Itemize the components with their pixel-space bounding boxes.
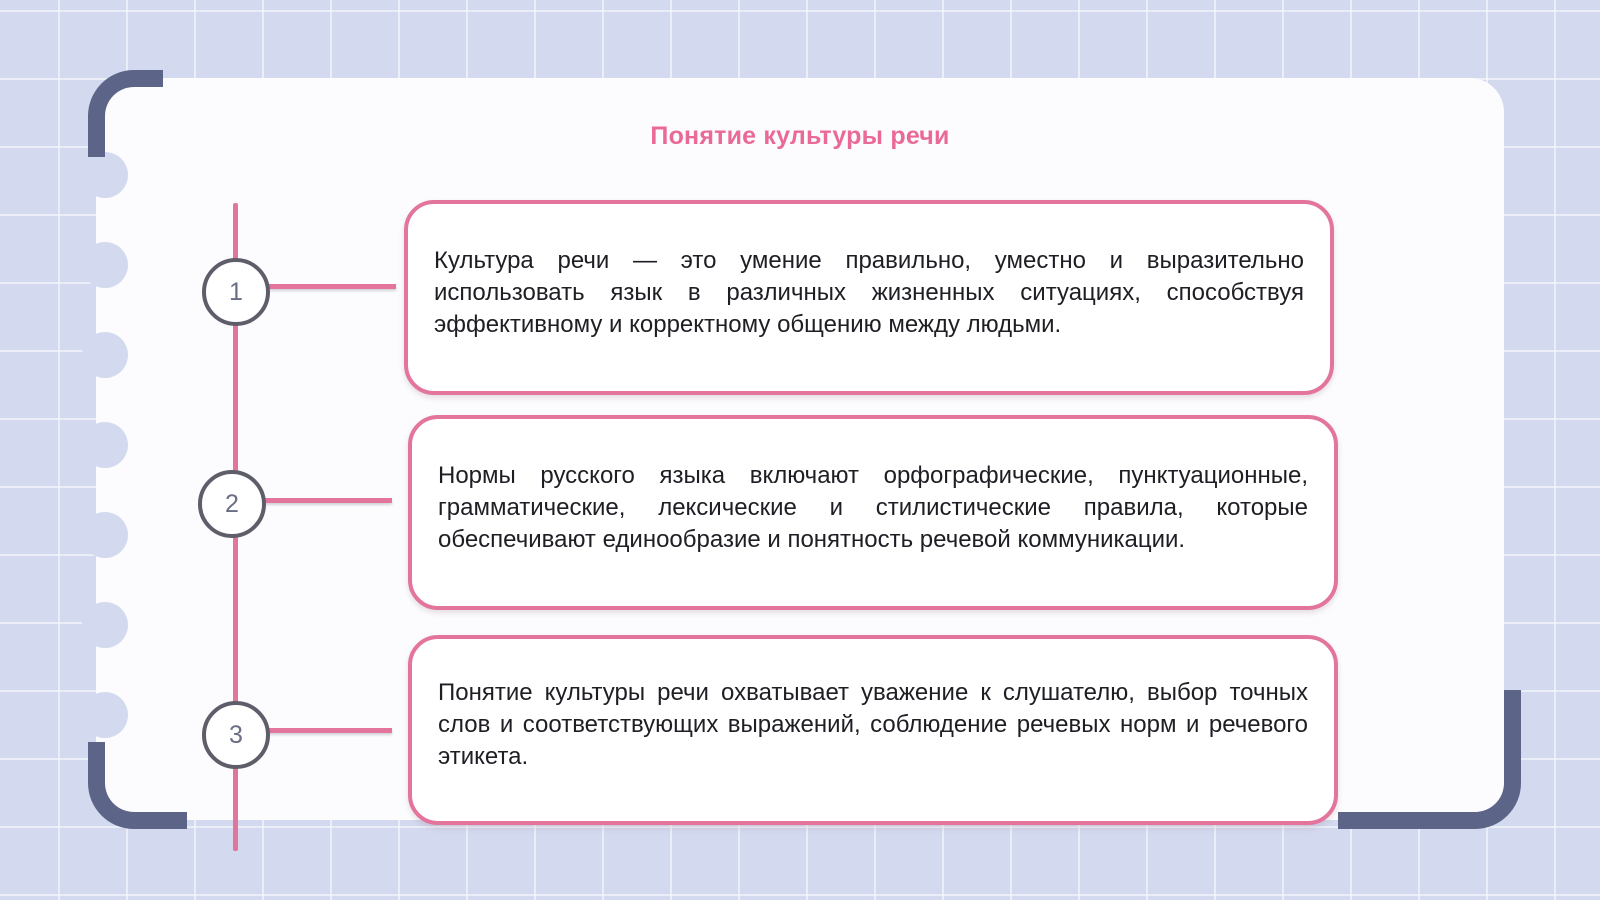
notebook-notch [82,422,128,468]
notebook-notch [82,152,128,198]
timeline-connector [262,498,392,503]
timeline-connector [266,728,392,733]
notebook-notch [82,242,128,288]
notebook-notch [82,692,128,738]
definition-text: Культура речи — это умение правильно, уместно и выразительно использовать язык в различных жизненных ситуациях, способствуя эффективному и корректному общению между людьми. [434,246,1304,338]
norms-box [408,415,1338,610]
notebook-notch [82,332,128,378]
scope-text: Понятие культуры речи охватывает уважение к слушателю, выбор точных слов и соответствующих выражений, соблюдение речевых норм и речевого этикета. [438,679,1308,770]
corner-bracket-bottom-right [1338,690,1521,829]
step-number-badge: 1 [202,258,270,326]
step-number-badge: 2 [198,470,266,538]
step-number-badge: 3 [202,701,270,769]
slide-title: Понятие культуры речи [650,122,950,150]
timeline-connector [266,284,396,289]
corner-bracket-bottom-left [88,742,187,829]
definition-box [404,200,1334,395]
scope-box [408,635,1338,825]
norms-text: Нормы русского языка включают орфографические, пунктуационные, грамматические, лексические и стилистические правила, которые обеспечивают единообразие и понятность речевой коммуникации. [438,461,1308,553]
notebook-notch [82,602,128,648]
notebook-notch [82,512,128,558]
